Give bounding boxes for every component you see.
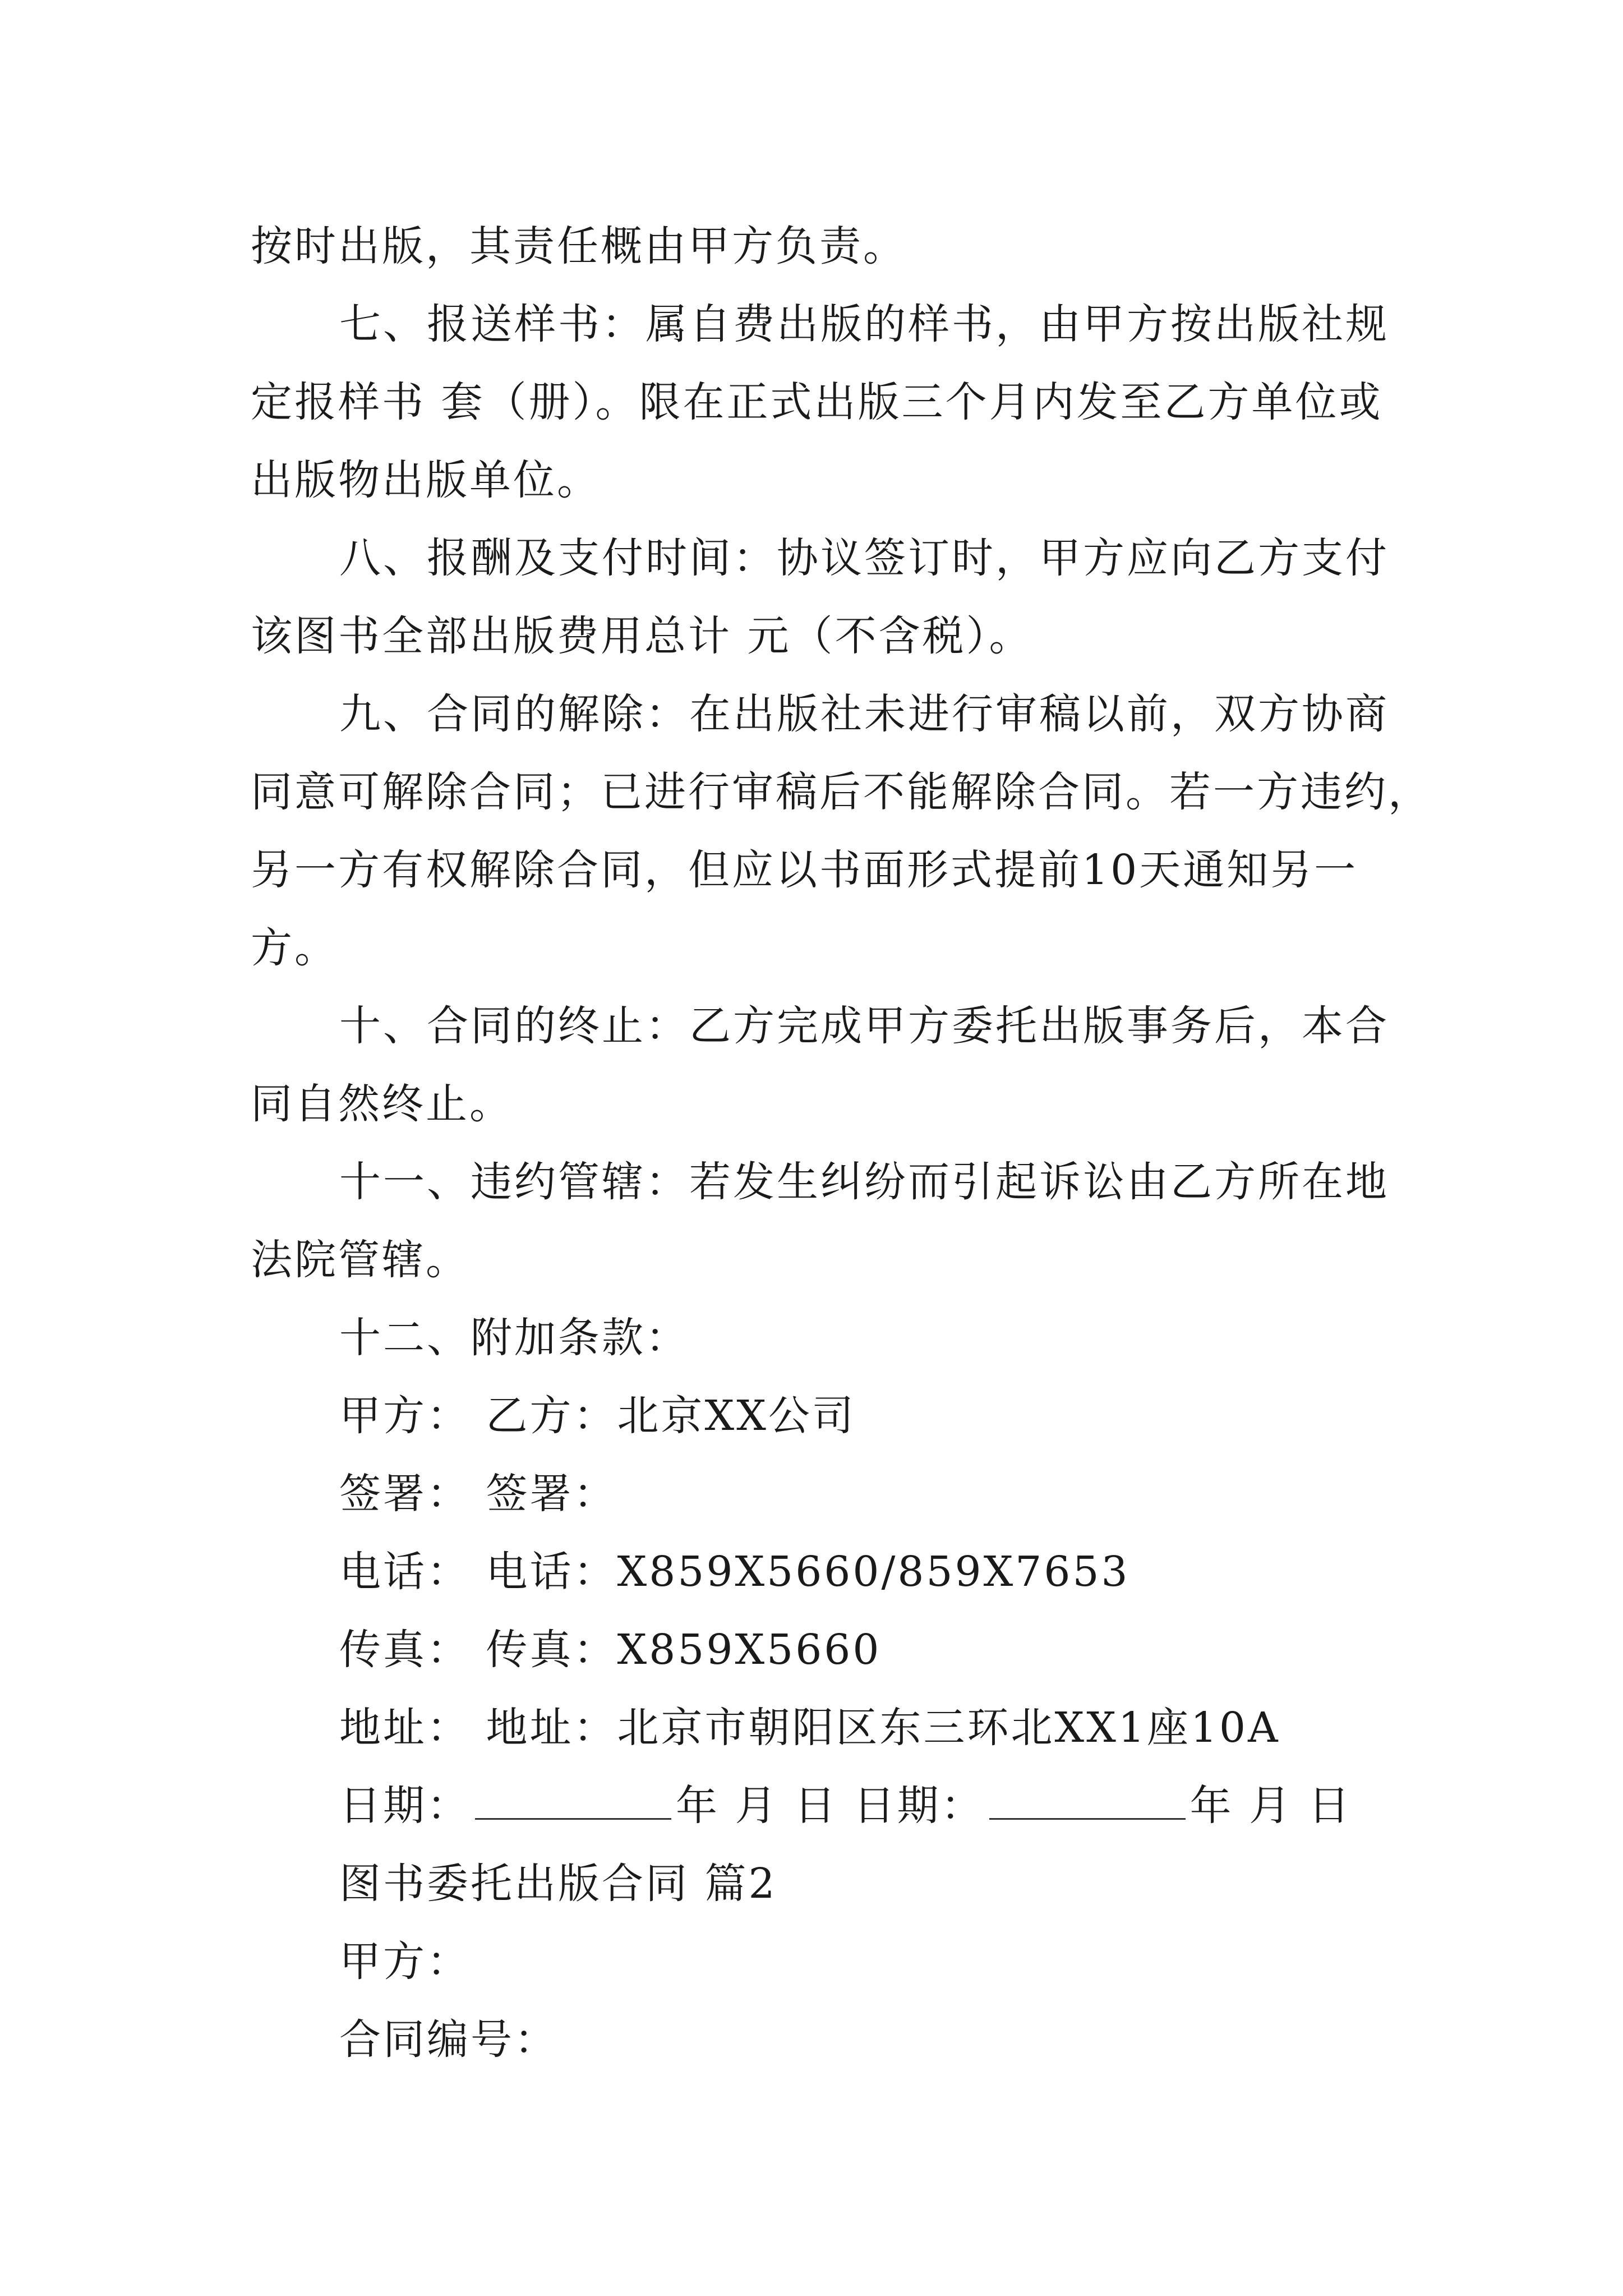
date-suffix-b: 年 月 日 (1189, 1782, 1352, 1830)
party-a-label: 甲方： (339, 1938, 471, 1986)
date-line (251, 1767, 1389, 1845)
text-line: 出版物出版单位。 (251, 456, 601, 504)
date-label-a: 日期： (339, 1782, 471, 1830)
party-line: 甲方： 乙方：北京XX公司 (339, 1392, 856, 1440)
phone-line: 电话： 电话：X859X5660/859X7653 (339, 1548, 1130, 1596)
clause-8-heading: 八、报酬及支付时间：协议签订时，甲方应向乙方支付 (339, 534, 1389, 582)
fax-line: 传真： 传真：X859X5660 (339, 1626, 882, 1674)
text-line: 同自然终止。 (251, 1080, 513, 1128)
clause-10-heading: 十、合同的终止：乙方完成甲方委托出版事务后，本合 (339, 1002, 1389, 1050)
document-page (251, 208, 1432, 2079)
address-line: 地址： 地址：北京市朝阳区东三环北XX1座10A (339, 1704, 1280, 1752)
date-label-b: 日期： (853, 1782, 985, 1830)
text-line: 另一方有权解除合同，但应以书面形式提前10天通知另一 (251, 846, 1358, 894)
clause-12-heading: 十二、附加条款： (339, 1314, 689, 1362)
date-blank-b (989, 1784, 1186, 1820)
text-line: 定报样书 套（册）。限在正式出版三个月内发至乙方单位或 (251, 378, 1383, 426)
signature-line: 签署： 签署： (339, 1470, 617, 1518)
text-line: 方。 (251, 924, 338, 972)
text-line: 该图书全部出版费用总计 元（不含税）。 (251, 612, 1033, 660)
text-line: 同意可解除合同；已进行审稿后不能解除合同。若一方违约， (251, 768, 1432, 816)
section-title: 图书委托出版合同 篇2 (339, 1860, 777, 1908)
clause-9-heading: 九、合同的解除：在出版社未进行审稿以前，双方协商 (339, 690, 1389, 738)
text-line: 法院管辖。 (251, 1236, 469, 1284)
contract-number-label: 合同编号： (339, 2016, 558, 2064)
clause-11-heading: 十一、违约管辖：若发生纠纷而引起诉讼由乙方所在地 (339, 1158, 1389, 1206)
text-line: 按时出版，其责任概由甲方负责。 (251, 222, 907, 270)
clause-7-heading: 七、报送样书：属自费出版的样书，由甲方按出版社规 (339, 300, 1389, 348)
date-blank-a (475, 1784, 671, 1820)
date-suffix-a: 年 月 日 (676, 1782, 838, 1830)
